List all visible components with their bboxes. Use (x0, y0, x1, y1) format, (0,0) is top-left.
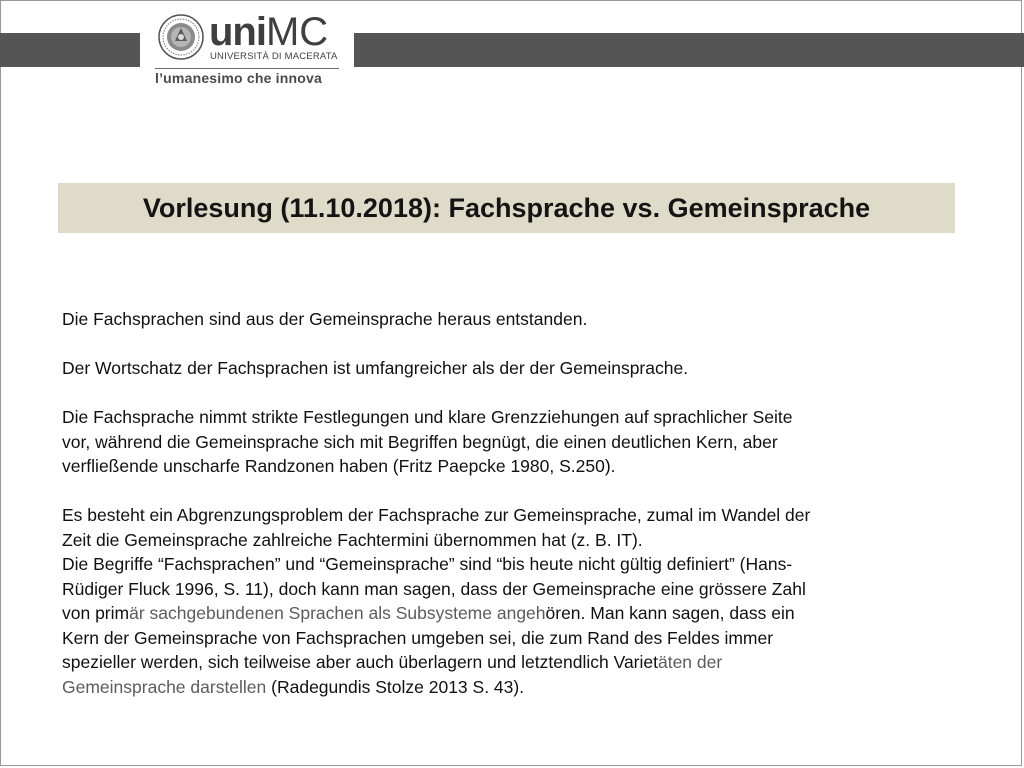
paragraph-3-line-2: vor, während die Gemeinsprache sich mit Begriffen begnügt, die einen deutlichen Kern, aber (62, 431, 778, 452)
paragraph-1: Die Fachsprachen sind aus der Gemeinsprache heraus entstanden. (62, 309, 588, 329)
slide-title: Vorlesung (11.10.2018): Fachsprache vs. Gemeinsprache (142, 192, 871, 223)
brand-divider (155, 68, 339, 69)
paragraph-4-line-1: Es besteht ein Abgrenzungsproblem der Fachsprache zur Gemeinsprache, zumal im Wandel der (62, 505, 811, 525)
slide-body (62, 307, 962, 699)
paragraph-5-line-6: Gemeinsprache darstellen (Radegundis Stolze 2013 S. 43). (62, 676, 525, 697)
paragraph-3-line-3: verfließende unscharfe Randzonen haben (Fritz Paepcke 1980, S.250). (62, 456, 616, 476)
header-band-left (0, 33, 140, 67)
paragraph-5-line-4: Kern der Gemeinsprache von Fachsprachen umgeben sei, die zum Rand des Feldes immer (62, 627, 774, 648)
paragraph-5-line-3: von primär sachgebundenen Sprachen als Subsysteme angehören. Man kann sagen, dass ein (62, 603, 795, 623)
university-seal-icon (158, 14, 204, 60)
paragraph-4-line-2: Zeit die Gemeinsprache zahlreiche Fachtermini übernommen hat (z. B. IT). (62, 529, 643, 550)
paragraph-3-line-1: Die Fachsprache nimmt strikte Festlegungen und klare Grenzziehungen auf sprachlicher Seite (62, 407, 793, 427)
header-band-right (354, 33, 1024, 67)
unimc-logo (153, 12, 349, 90)
paragraph-5-line-2: Rüdiger Fluck 1996, S. 11), doch kann man sagen, dass der Gemeinsprache eine grössere Zahl (62, 578, 806, 599)
paragraph-2: Der Wortschatz der Fachsprachen ist umfangreicher als der der Gemeinsprache. (62, 358, 689, 378)
brand-wordmark: uniMC (209, 10, 329, 54)
brand-subtitle: UNIVERSITÀ DI MACERATA (210, 51, 338, 62)
slide-title-box (58, 183, 955, 233)
paragraph-5-line-5: spezieller werden, sich teilweise aber auch überlagern und letztendlich Varietäten der (62, 652, 723, 672)
paragraph-5-line-1: Die Begriffe “Fachsprachen” und “Gemeinsprache” sind “bis heute nicht gültig definiert” (Hans- (62, 554, 793, 574)
brand-tagline: l’umanesimo che innova (155, 70, 322, 86)
